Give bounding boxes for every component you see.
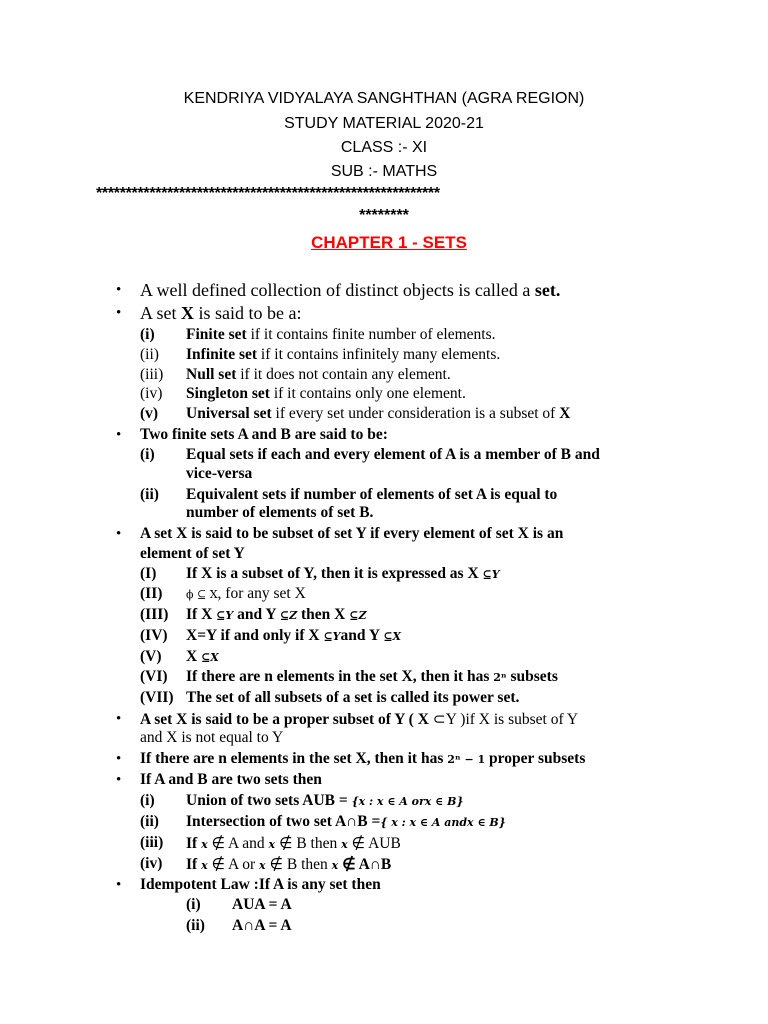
math-expr: x <box>201 838 208 851</box>
math-expr: ⊆X <box>383 630 402 643</box>
list-number: (v) <box>140 405 159 422</box>
header-subject: SUB :- MATHS <box>330 163 438 180</box>
subset-item-5 <box>186 648 219 666</box>
math-expr: { x : x ∈ A andx ∈ B} <box>380 816 506 829</box>
definition-text: A well defined collection of distinct objects is called a <box>140 280 535 300</box>
item-text: X <box>186 648 202 665</box>
item-text: X=Y if and only if X <box>186 627 324 644</box>
list-number: (ii) <box>140 813 159 830</box>
math-expr: ⊆Y <box>216 609 234 622</box>
item-text: subsets <box>506 668 558 685</box>
equal-sets-line2: vice-versa <box>186 465 253 482</box>
list-number: (i) <box>186 896 201 913</box>
bullet-icon: • <box>116 427 122 443</box>
item-text: If X is a subset of Y, then it is expressed as X <box>186 565 483 582</box>
bullet-icon: • <box>116 751 122 767</box>
list-number: (i) <box>140 446 155 463</box>
list-number: (ii) <box>140 346 159 363</box>
math-expr: x <box>201 859 208 872</box>
math-expr: ϕ ⊆ X <box>186 588 218 601</box>
header-material: STUDY MATERIAL 2020-21 <box>284 115 484 132</box>
item-text: A set X is said to be a proper subset of Y ( X <box>140 711 433 728</box>
term: Infinite set <box>186 346 258 363</box>
list-number: (iii) <box>140 366 164 383</box>
bullet-icon: • <box>116 711 122 727</box>
intersection-line <box>186 813 506 831</box>
list-number: (III) <box>140 606 169 623</box>
header-class: CLASS :- XI <box>340 139 428 156</box>
stars-line-1: ********************************************************** <box>96 185 440 202</box>
term: Null set <box>186 366 237 383</box>
idempotent-union: AUA = A <box>232 896 292 913</box>
set-types-intro-var: X <box>181 303 195 323</box>
subset-item-4 <box>186 627 401 645</box>
list-number: (V) <box>140 648 162 665</box>
list-number: (ii) <box>140 486 159 503</box>
list-number: (IV) <box>140 627 168 644</box>
list-item <box>186 405 570 423</box>
item-text: ∉ A∩B <box>338 856 392 873</box>
list-number: (ii) <box>186 917 205 934</box>
bullet-icon: • <box>116 282 122 298</box>
list-number: (i) <box>140 792 155 809</box>
item-text: ∉ B then <box>275 835 342 852</box>
union-line <box>186 792 464 810</box>
subset-item-2 <box>186 585 306 603</box>
math-expr: x <box>341 838 348 851</box>
bullet-icon: • <box>116 772 122 788</box>
list-number: (i) <box>140 326 155 343</box>
term-var: X <box>559 405 571 422</box>
item-text: and Y <box>233 606 280 623</box>
term-desc: if it contains only one element. <box>269 385 466 402</box>
subset-item-7: The set of all subsets of a set is called its power set. <box>186 689 520 706</box>
list-number: (iv) <box>140 855 163 872</box>
math-expr: ⊆Z <box>279 609 298 622</box>
math-expr: ⊆Y <box>482 568 500 581</box>
term-desc: if it contains infinitely many elements. <box>257 346 501 363</box>
subset-def-line2: element of set Y <box>140 545 245 562</box>
set-types-intro <box>140 303 302 324</box>
bullet-icon: • <box>116 877 122 893</box>
equal-sets-line1: Equal sets if each and every element of A is a member of B and <box>186 446 600 463</box>
proper-subset-line2: and X is not equal to Y <box>140 729 284 746</box>
list-number: (VII) <box>140 689 174 706</box>
item-text: , for any set X <box>217 585 306 602</box>
item-text: proper subsets <box>485 750 586 767</box>
list-item <box>186 385 466 403</box>
list-item <box>186 346 500 364</box>
stars-line-2: ******** <box>359 207 409 224</box>
list-number: (I) <box>140 565 157 582</box>
not-in-intersection-line <box>186 855 391 874</box>
list-number: (iv) <box>140 385 163 402</box>
math-expr: x <box>268 838 276 851</box>
item-text: Union of two sets AUB = <box>186 792 352 809</box>
item-text: If there are n elements in the set X, then it has <box>140 750 448 767</box>
item-text: If <box>186 835 202 852</box>
term: Finite set <box>186 326 247 343</box>
math-expr: ⊆Y <box>323 630 341 643</box>
definition-term: set. <box>534 280 561 300</box>
item-text: If there are n elements in the set X, then it has <box>186 668 494 685</box>
term-desc: if it contains finite number of elements. <box>246 326 496 343</box>
header-org: KENDRIYA VIDYALAYA SANGHTHAN (AGRA REGION) <box>183 90 585 107</box>
not-in-union-line <box>186 834 401 853</box>
item-text: Y )if X is subset of Y <box>445 711 579 728</box>
item-text: then X <box>297 606 350 623</box>
idempotent-intersection: A∩A = A <box>232 917 292 934</box>
subset-item-1 <box>186 565 500 583</box>
list-number: (iii) <box>140 834 164 851</box>
item-text: ∉ B then <box>265 856 332 873</box>
math-expr: ⊆X <box>201 651 219 664</box>
definition-line <box>140 280 560 301</box>
idempotent-heading: Idempotent Law :If A is any set then <box>140 876 381 893</box>
list-number: (VI) <box>140 668 168 685</box>
math-expr: {x : x ∈ A orx ∈ B} <box>351 795 464 808</box>
bullet-icon: • <box>116 305 122 321</box>
two-sets-heading: Two finite sets A and B are said to be: <box>140 426 388 443</box>
term: Universal set <box>186 405 272 422</box>
list-item <box>186 366 451 384</box>
item-text: and Y <box>340 627 384 644</box>
math-expr: ⊆Z <box>349 609 367 622</box>
proper-subset-line1 <box>140 710 578 729</box>
proper-subsets-count <box>140 750 585 768</box>
item-text: ∉ A and <box>207 835 269 852</box>
set-types-intro-text: A set <box>140 303 182 323</box>
list-item <box>186 326 496 344</box>
equivalent-sets-line1: Equivalent sets if number of elements of set A is equal to <box>186 486 558 503</box>
item-text: If X <box>186 606 217 623</box>
item-text: ∉ A or <box>207 856 260 873</box>
list-number: (II) <box>140 585 163 602</box>
equivalent-sets-line2: number of elements of set B. <box>186 504 374 521</box>
subset-item-3 <box>186 606 367 624</box>
term: Singleton set <box>186 385 270 402</box>
two-sets-ops-heading: If A and B are two sets then <box>140 771 322 788</box>
item-text: If <box>186 856 202 873</box>
bullet-icon: • <box>116 526 122 542</box>
math-expr: 2ⁿ − 1 <box>447 753 486 766</box>
math-expr: x <box>259 859 266 872</box>
chapter-title: CHAPTER 1 - SETS <box>311 233 467 252</box>
term-desc: if every set under consideration is a subset of <box>271 405 560 422</box>
math-expr: 2ⁿ <box>493 671 507 684</box>
set-types-intro-rest: is said to be a: <box>194 303 302 323</box>
item-text: Intersection of two set A∩B = <box>186 813 381 830</box>
subset-def-line1: A set X is said to be subset of set Y if every element of set X is an <box>140 525 564 542</box>
subset-item-6 <box>186 668 558 686</box>
math-expr: ⊂ <box>432 711 446 728</box>
term-desc: if it does not contain any element. <box>236 366 451 383</box>
item-text: ∉ AUB <box>347 835 401 852</box>
math-expr: x <box>331 859 339 872</box>
